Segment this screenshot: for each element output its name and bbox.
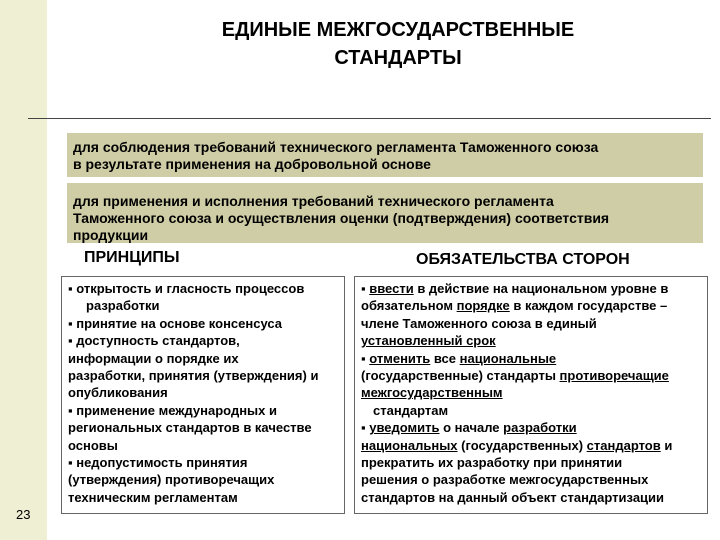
text-run: все: [430, 350, 460, 366]
bullet: ▪: [361, 350, 370, 366]
bullet: ▪: [361, 281, 370, 296]
principle-line: (утверждения) противоречащих: [68, 472, 275, 488]
principle-line: ▪ применение международных и: [68, 402, 277, 418]
principle-line: техническим регламентам: [68, 489, 238, 505]
principle-line: основы: [68, 437, 118, 453]
obligation-line: [361, 367, 701, 384]
text-run: обязательном: [361, 298, 457, 314]
bullet: ▪: [361, 420, 370, 436]
text-run: (государственные) стандарты: [361, 368, 560, 384]
underlined-term: национальных: [361, 437, 458, 453]
principle-line: региональных стандартов в качестве: [68, 420, 312, 436]
goal-line: для соблюдения требований технического регламента Таможенного союза: [73, 139, 599, 155]
obligation-line: [361, 297, 701, 314]
text-run: в действие на национальном уровне в: [413, 281, 669, 296]
obligations-heading: ОБЯЗАТЕЛЬСТВА СТОРОН: [416, 251, 630, 268]
text-run: о начале: [439, 420, 504, 436]
title-divider: [28, 118, 711, 119]
underlined-term: разработки: [503, 420, 577, 436]
principle-line: опубликования: [68, 385, 168, 401]
underlined-term: национальные: [459, 350, 557, 366]
goal-line: продукции: [73, 227, 149, 243]
slide-title: [48, 16, 720, 72]
obligations-panel: [354, 276, 708, 514]
underlined-term: отменить: [369, 350, 431, 366]
page-number: 23: [16, 507, 31, 522]
principles-heading: ПРИНЦИПЫ: [84, 249, 180, 266]
underlined-term: противоречащие: [559, 368, 669, 384]
title-line-2: СТАНДАРТЫ: [334, 47, 462, 69]
principle-line: ▪ доступность стандартов,: [68, 333, 240, 349]
obligation-line: установленный срок: [361, 333, 496, 349]
goal-line: в результате применения на добровольной основе: [73, 156, 431, 172]
principle-line: разработки, принятия (утверждения) и: [68, 368, 319, 384]
goal-line: для применения и исполнения требований технического регламента: [73, 193, 554, 209]
obligation-line: члене Таможенного союза в единый: [361, 315, 597, 331]
principle-line: разработки: [86, 298, 160, 314]
obligation-line: [361, 437, 701, 454]
obligation-line: прекратить их разработку при принятии: [361, 455, 623, 471]
underlined-term: ввести: [369, 281, 414, 296]
goal-line: Таможенного союза и осуществления оценки (подтверждения) соответствия: [73, 210, 610, 226]
obligation-line: межгосударственным: [361, 385, 503, 401]
principle-line: ▪ недопустимость принятия: [68, 455, 248, 471]
text-run: и: [660, 437, 673, 453]
principle-line: ▪ открытость и гласность процессов: [68, 281, 305, 296]
obligation-line: стандартов на данный объект стандартизации: [361, 489, 665, 505]
text-run: в каждом государстве –: [509, 298, 668, 314]
underlined-term: стандартов: [586, 437, 661, 453]
obligation-line: [361, 350, 701, 367]
principle-line: ▪ принятие на основе консенсуса: [68, 315, 282, 331]
obligation-line: [361, 419, 701, 436]
text-run: (государственных): [457, 437, 587, 453]
goal-box-voluntary: [67, 133, 703, 177]
underlined-term: порядке: [456, 298, 510, 314]
principle-line: информации о порядке их: [68, 350, 239, 366]
obligation-line: [361, 280, 701, 297]
principles-panel: [61, 276, 345, 514]
left-decorative-strip: [0, 0, 47, 540]
obligation-line: решения о разработке межгосударственных: [361, 472, 649, 488]
title-line-1: ЕДИНЫЕ МЕЖГОСУДАРСТВЕННЫЕ: [221, 19, 575, 41]
underlined-term: уведомить: [369, 420, 440, 436]
goal-box-compliance: [67, 183, 703, 243]
obligation-line: стандартам: [373, 402, 449, 418]
